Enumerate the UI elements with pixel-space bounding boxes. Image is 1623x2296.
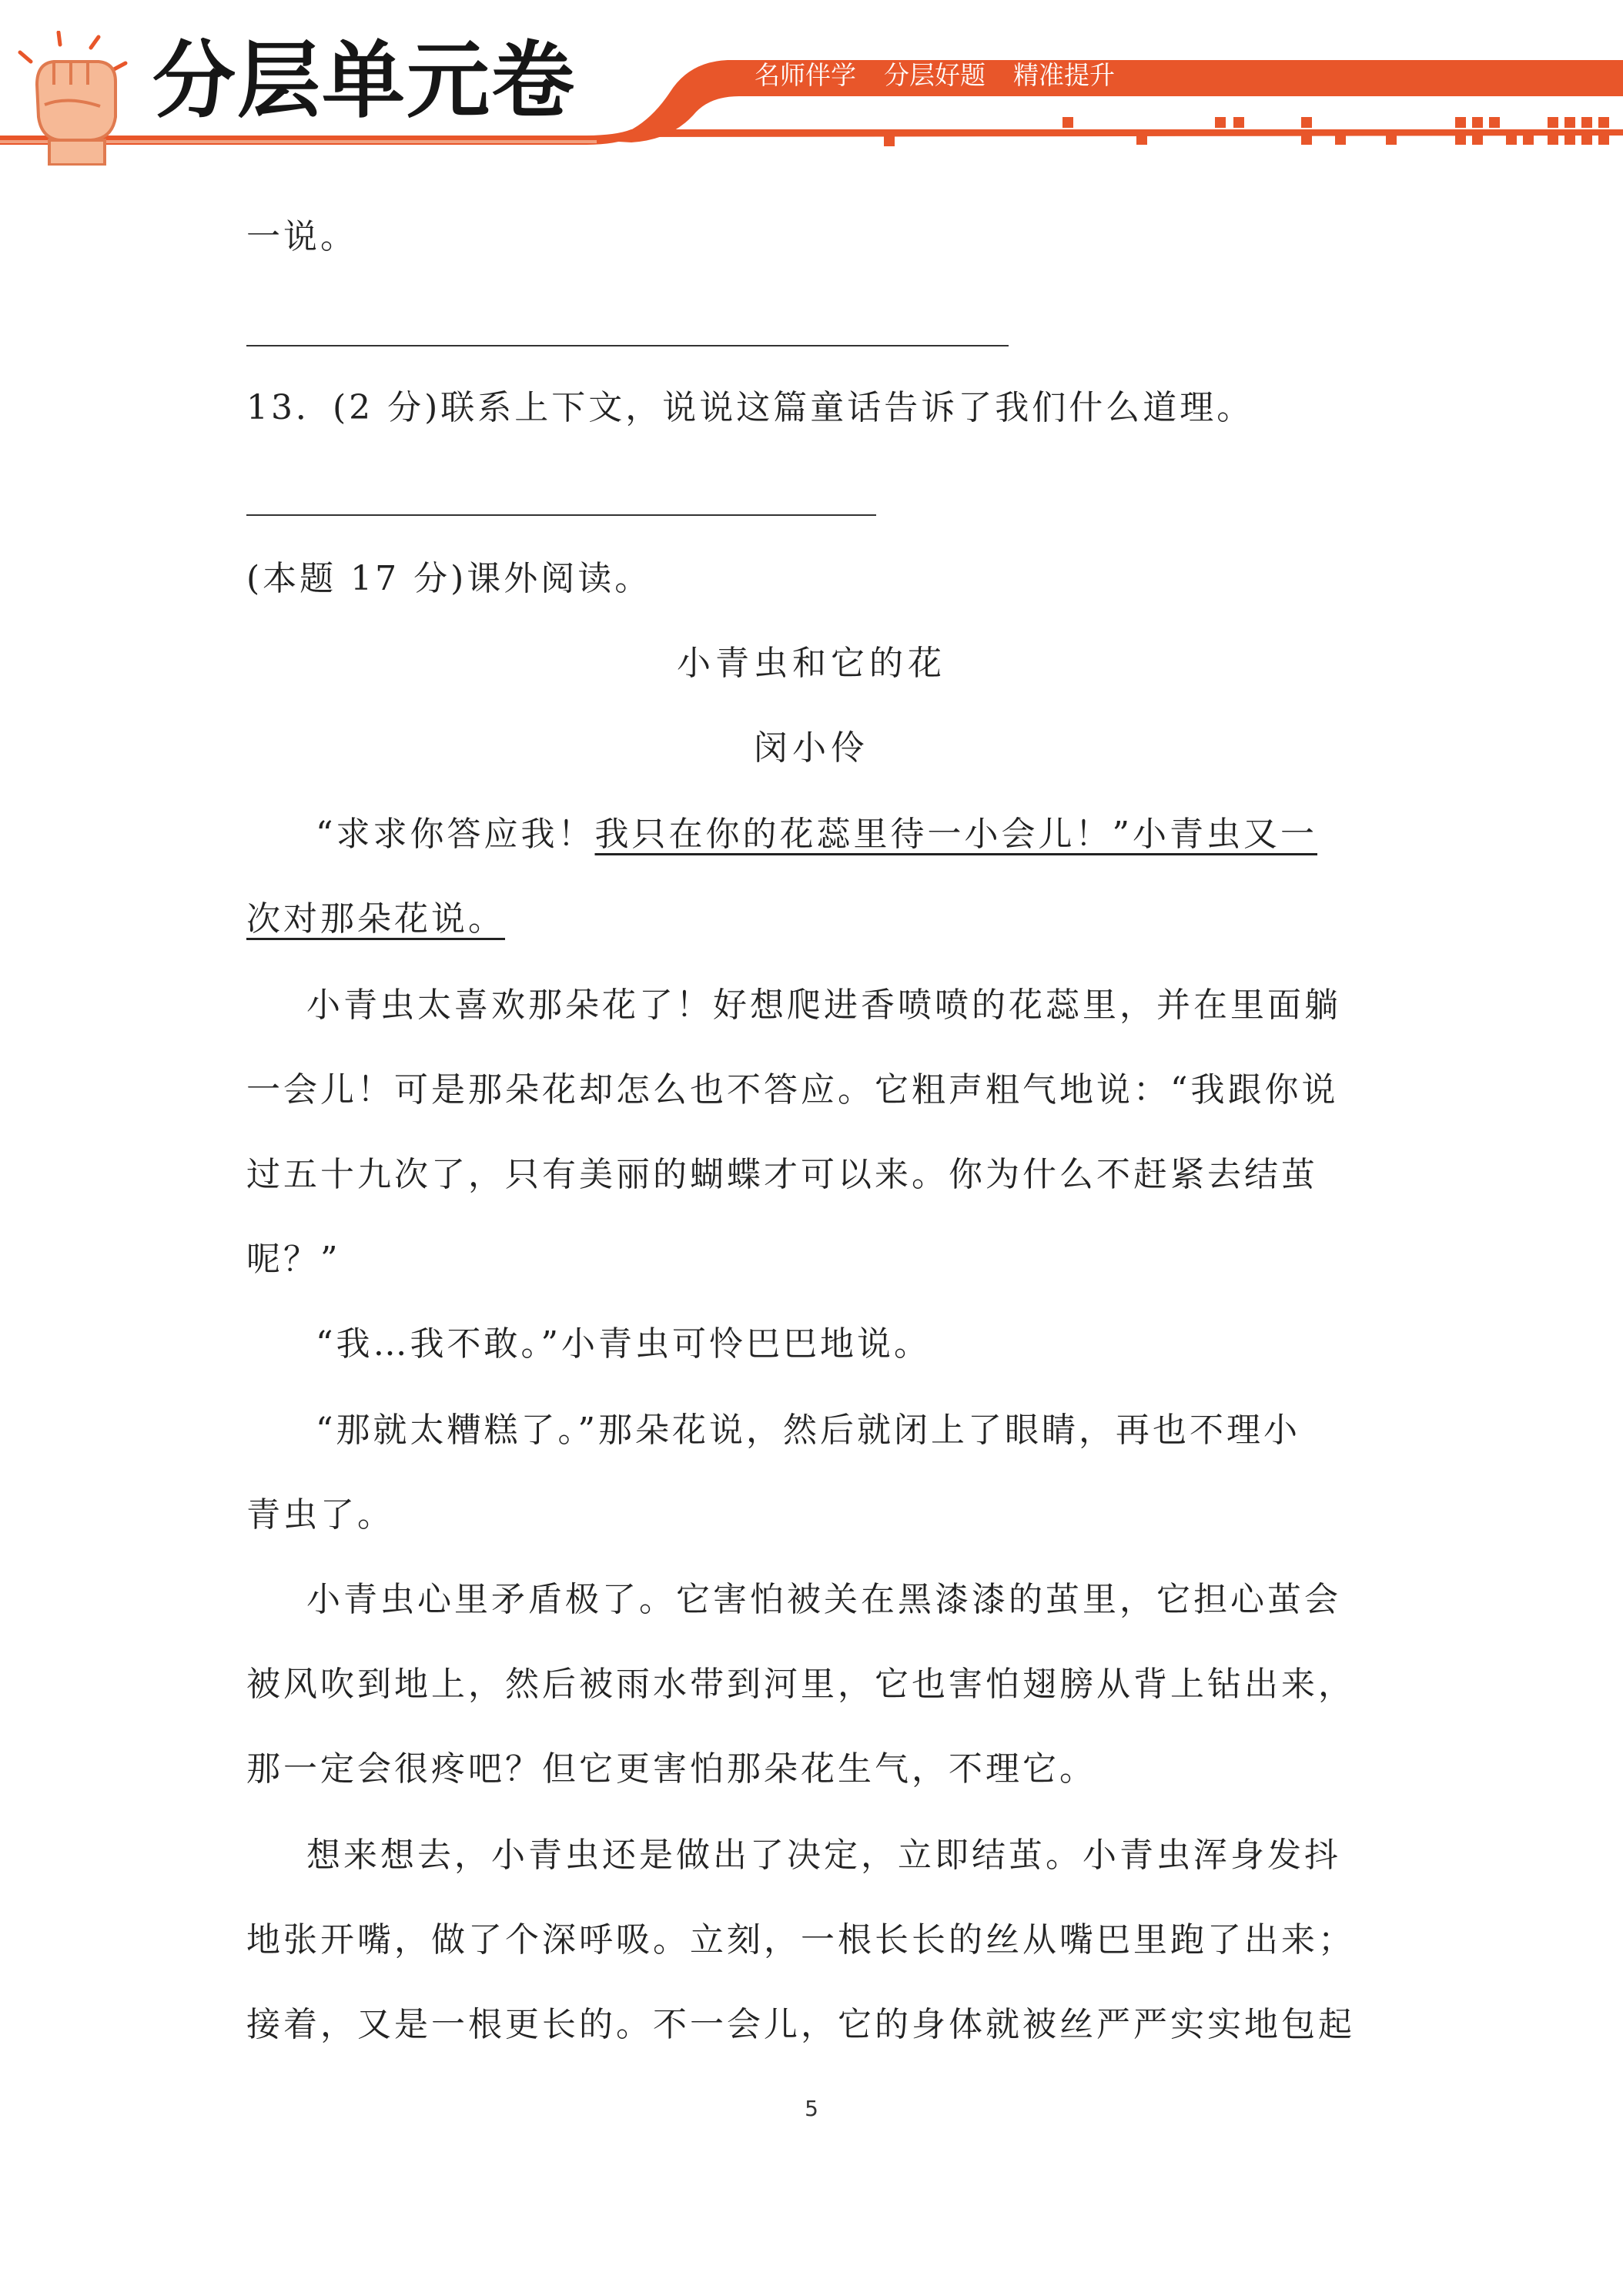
slogan-item: 分层好题 bbox=[884, 60, 986, 90]
slogan-item: 名师伴学 bbox=[755, 60, 856, 90]
question-12-tail: 一说。 bbox=[246, 217, 357, 256]
underlined-sentence: 次对那朵花说。 bbox=[246, 899, 505, 939]
paragraph-line: “那就太糟糕了。”那朵花说，然后就闭上了眼睛，再也不理小 bbox=[316, 1411, 1300, 1450]
paragraph-line: 小青虫太喜欢那朵花了！好想爬进香喷喷的花蕊里，并在里面躺 bbox=[306, 986, 1341, 1025]
paragraph-line: 接着，又是一根更长的。不一会儿，它的身体就被丝严严实实地包起 bbox=[246, 2005, 1355, 2044]
paragraph-line: 青虫了。 bbox=[246, 1495, 394, 1535]
paragraph-line: 呢？” bbox=[246, 1240, 341, 1279]
paragraph-line: 被风吹到地上，然后被雨水带到河里，它也害怕翅膀从背上钻出来， bbox=[246, 1665, 1355, 1704]
paragraph-line: 想来想去，小青虫还是做出了决定，立即结茧。小青虫浑身发抖 bbox=[306, 1836, 1341, 1875]
paragraph-line: 一会儿！可是那朵花却怎么也不答应。它粗声粗气地说：“我跟你说 bbox=[246, 1070, 1339, 1110]
story-author: 闵小伶 bbox=[754, 728, 869, 768]
brand-title: 分层单元卷 bbox=[152, 33, 577, 129]
dialogue-text: “求求你答应我！ bbox=[316, 815, 595, 854]
page-header bbox=[0, 0, 1623, 177]
section-intro: (本题 17 分)课外阅读。 bbox=[246, 559, 652, 598]
paragraph-line: 地张开嘴，做了个深呼吸。立刻，一根长长的丝从嘴巴里跑了出来； bbox=[246, 1920, 1355, 1960]
answer-blank-q12[interactable] bbox=[246, 345, 1009, 346]
answer-blank-q13[interactable] bbox=[246, 514, 876, 516]
paragraph-line: 过五十九次了，只有美丽的蝴蝶才可以来。你为什么不赶紧去结茧 bbox=[246, 1155, 1318, 1194]
paragraph-line: 小青虫心里矛盾极了。它害怕被关在黑漆漆的茧里，它担心茧会 bbox=[306, 1580, 1341, 1619]
paragraph-line: “我…我不敢。”小青虫可怜巴巴地说。 bbox=[316, 1324, 931, 1364]
paragraph-line bbox=[316, 815, 1317, 854]
paragraph-line bbox=[246, 899, 505, 939]
paragraph-line: 那一定会很疼吧？但它更害怕那朵花生气，不理它。 bbox=[246, 1749, 1096, 1789]
underlined-sentence: 我只在你的花蕊里待一小会儿！”小青虫又一 bbox=[594, 815, 1317, 854]
header-slogan bbox=[755, 62, 1143, 88]
story-title: 小青虫和它的花 bbox=[677, 644, 946, 683]
raised-fist-icon bbox=[14, 31, 129, 166]
page-number: 5 bbox=[805, 2096, 818, 2121]
slogan-item: 精准提升 bbox=[1013, 60, 1115, 90]
question-13: 13．(2 分)联系上下文，说说这篇童话告诉了我们什么道理。 bbox=[246, 388, 1254, 427]
